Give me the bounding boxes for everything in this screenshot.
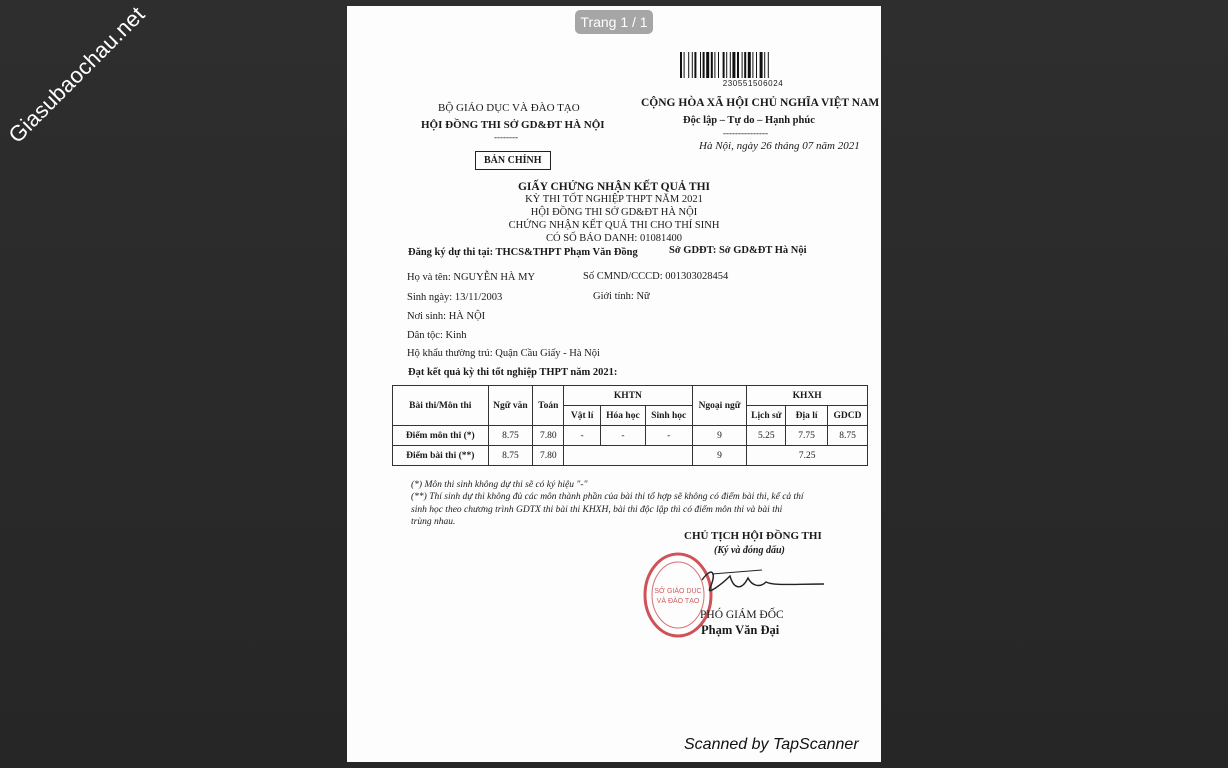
barcode <box>680 52 826 78</box>
signer-name: Phạm Văn Đại <box>701 623 780 637</box>
result-heading: Đạt kết quả kỳ thi tốt nghiệp THPT năm 2021: <box>408 367 618 378</box>
council-name: HỘI ĐỒNG THI SỞ GD&ĐT HÀ NỘI <box>421 119 605 131</box>
ministry-name: BỘ GIÁO DỤC VÀ ĐÀO TẠO <box>438 102 580 114</box>
score-history: 5.25 <box>747 426 786 446</box>
document-page[interactable] <box>347 6 881 762</box>
header-chemistry: Hóa học <box>601 406 646 426</box>
republic-name: CỘNG HÒA XÃ HỘI CHỦ NGHĨA VIỆT NAM <box>641 97 880 109</box>
row-label: Điểm môn thi (*) <box>393 426 489 446</box>
header-literature: Ngữ văn <box>488 386 533 426</box>
education-department: Sở GDĐT: Sở GD&ĐT Hà Nội <box>669 245 807 256</box>
motto-rule: --------------- <box>723 128 768 138</box>
footnote-1: (*) Môn thi sinh không dự thi sẽ có ký hiệu "-" <box>411 480 588 490</box>
header-subject: Bài thi/Môn thi <box>393 386 489 426</box>
scanner-watermark: Scanned by TapScanner <box>684 736 859 753</box>
footnote-2-line-3: trùng nhau. <box>411 517 456 527</box>
registration-location: Đăng ký dự thi tại: THCS&THPT Phạm Văn Đồng <box>408 247 638 258</box>
results-table <box>392 385 868 466</box>
candidate-number: CÓ SỐ BÁO DANH: 01081400 <box>546 233 682 244</box>
header-civics: GDCD <box>828 406 868 426</box>
footnote-2-line-2: sinh học theo chương trình GDTX thi bài thi KHXH, bài thi độc lập thì có điểm môn thi và bài thi <box>411 505 783 515</box>
score-geography: 7.75 <box>786 426 828 446</box>
certificate-title: GIẤY CHỨNG NHẬN KẾT QUẢ THI <box>517 181 710 193</box>
candidate-birth-date: Sinh ngày: 13/11/2003 <box>407 292 503 303</box>
score-chemistry: - <box>601 426 646 446</box>
candidate-id-number: Số CMND/CCCD: 001303028454 <box>583 271 729 282</box>
header-foreign-language: Ngoại ngữ <box>692 386 747 426</box>
page-indicator: Trang 1 / 1 <box>575 10 653 34</box>
deputy-director-title: PHÓ GIÁM ĐỐC <box>700 609 784 621</box>
certificate-subtitle-1: KỲ THI TỐT NGHIỆP THPT NĂM 2021 <box>525 194 703 205</box>
chair-title: CHỦ TỊCH HỘI ĐỒNG THI <box>684 530 822 542</box>
header-physics: Vật lí <box>564 406 601 426</box>
table-row <box>393 426 868 446</box>
candidate-birth-place: Nơi sinh: HÀ NỘI <box>407 311 486 322</box>
svg-text:VÀ ĐÀO TẠO: VÀ ĐÀO TẠO <box>656 598 700 605</box>
score-foreign-language: 9 <box>692 426 747 446</box>
exam-score-literature: 8.75 <box>488 446 533 466</box>
signature <box>682 562 827 602</box>
row-label: Điểm bài thi (**) <box>393 446 489 466</box>
score-biology: - <box>645 426 692 446</box>
candidate-ethnicity: Dân tộc: Kinh <box>407 330 467 341</box>
exam-score-math: 7.80 <box>533 446 564 466</box>
svg-text:SỞ GIÁO DỤC: SỞ GIÁO DỤC <box>654 588 702 595</box>
header-biology: Sinh học <box>645 406 692 426</box>
exam-score-khtn <box>564 446 692 466</box>
score-literature: 8.75 <box>488 426 533 446</box>
footnote-2-line-1: (**) Thí sinh dự thi không đủ các môn thành phần của bài thi tổ hợp sẽ không có điểm bài thi, kể cả thí <box>411 492 804 502</box>
header-math: Toán <box>533 386 564 426</box>
score-physics: - <box>564 426 601 446</box>
council-rule: -------- <box>494 132 518 142</box>
candidate-name: Họ và tên: NGUYỄN HÀ MY <box>407 272 536 283</box>
header-history: Lịch sử <box>747 406 786 426</box>
exam-score-foreign-language: 9 <box>692 446 747 466</box>
exam-score-khxh: 7.25 <box>747 446 868 466</box>
sign-and-seal-note: (Ký và đóng dấu) <box>714 545 785 556</box>
candidate-gender: Giới tính: Nữ <box>593 291 650 302</box>
site-watermark: Giasubaochau.net <box>3 1 150 148</box>
barcode-number: 230551506024 <box>722 79 784 88</box>
header-geography: Địa lí <box>786 406 828 426</box>
candidate-residence: Hộ khẩu thường trú: Quận Cầu Giấy - Hà Nội <box>407 348 600 359</box>
original-copy-label: BẢN CHÍNH <box>475 151 551 170</box>
header-khxh: KHXH <box>747 386 868 406</box>
header-khtn: KHTN <box>564 386 692 406</box>
table-row <box>393 446 868 466</box>
issue-date: Hà Nội, ngày 26 tháng 07 năm 2021 <box>699 140 860 152</box>
score-math: 7.80 <box>533 426 564 446</box>
score-civics: 8.75 <box>828 426 868 446</box>
national-motto: Độc lập – Tự do – Hạnh phúc <box>683 115 815 126</box>
certificate-subtitle-3: CHỨNG NHẬN KẾT QUẢ THI CHO THÍ SINH <box>508 220 720 231</box>
certificate-subtitle-2: HỘI ĐỒNG THI SỞ GD&ĐT HÀ NỘI <box>530 207 698 218</box>
